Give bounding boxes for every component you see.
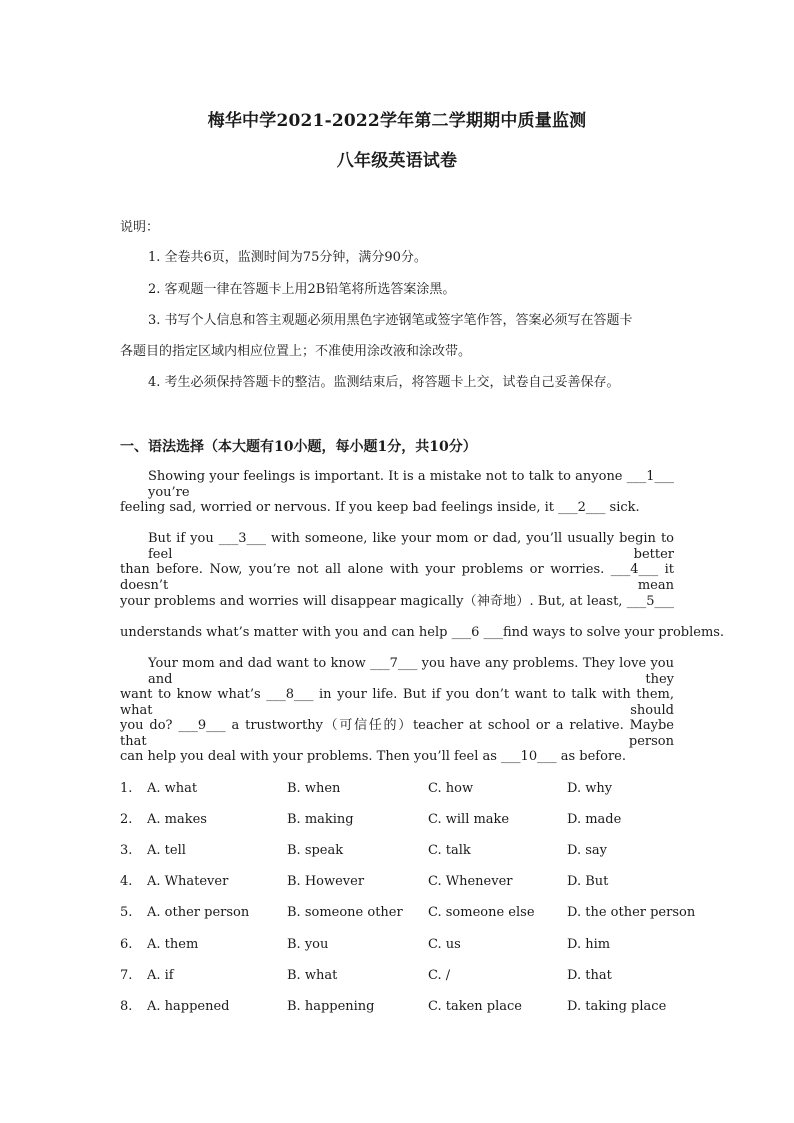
option-a: A. happened (147, 999, 230, 1014)
option-a: A. makes (147, 812, 207, 827)
option-a: A. Whatever (147, 874, 229, 889)
option-d: D. that (567, 968, 612, 983)
option-c: C. Whenever (428, 874, 513, 889)
option-a: A. what (147, 781, 198, 796)
option-d: D. him (567, 937, 611, 952)
instruction-item-2: 2. 客观题一律在答题卡上用2B铅笔将所选答案涂黑。 (148, 282, 456, 297)
question-4-options (120, 874, 680, 892)
option-b: B. However (287, 874, 365, 889)
option-d: D. made (567, 812, 622, 827)
option-d: D. taking place (567, 999, 667, 1014)
option-a: A. other person (147, 905, 250, 920)
passage-line-7: Your mom and dad want to know ___7___ you have any problems. They love you and they (148, 656, 674, 687)
question-number: 7. (120, 968, 133, 983)
question-6-options (120, 937, 680, 955)
option-b: B. you (287, 937, 329, 952)
question-number: 4. (120, 874, 133, 889)
passage-line-6: understands what’s matter with you and can help ___6 ___find ways to solve your problems. (120, 625, 725, 640)
option-c: C. talk (428, 843, 471, 858)
passage-line-2: feeling sad, worried or nervous. If you keep bad feelings inside, it ___2___ sick. (120, 500, 640, 515)
option-d: D. why (567, 781, 613, 796)
passage-line-10: can help you deal with your problems. Then you’ll feel as ___10___ as before. (120, 749, 626, 764)
option-b: B. making (287, 812, 354, 827)
question-7-options (120, 968, 680, 986)
passage-line-9: you do? ___9___ a trustworthy（可信任的）teacher at school or a relative. Maybe that person (120, 718, 674, 749)
instruction-item-1: 1. 全卷共6页，监测时间为75分钟，满分90分。 (148, 250, 427, 265)
option-c: C. us (428, 937, 461, 952)
question-number: 8. (120, 999, 133, 1014)
instruction-item-3: 3. 书写个人信息和答主观题必须用黑色字迹钢笔或签字笔作答，答案必须写在答题卡 (148, 313, 633, 328)
option-d: D. But (567, 874, 609, 889)
section-1-heading: 一、语法选择（本大题有10小题，每小题1分，共10分） (120, 439, 477, 455)
exam-subtitle: 八年级英语试卷 (336, 151, 458, 171)
option-b: B. speak (287, 843, 344, 858)
option-b: B. happening (287, 999, 375, 1014)
option-d: D. the other person (567, 905, 696, 920)
option-c: C. / (428, 968, 451, 983)
option-c: C. will make (428, 812, 510, 827)
question-number: 6. (120, 937, 133, 952)
question-number: 5. (120, 905, 133, 920)
instruction-item-3-cont: 各题目的指定区域内相应位置上；不准使用涂改液和涂改带。 (120, 344, 472, 359)
option-b: B. when (287, 781, 341, 796)
passage-line-1: Showing your feelings is important. It is a mistake not to talk to anyone ___1___ you’re (148, 469, 674, 500)
question-1-options (120, 781, 680, 799)
option-b: B. what (287, 968, 338, 983)
question-number: 3. (120, 843, 133, 858)
passage-line-3: But if you ___3___ with someone, like your mom or dad, you’ll usually begin to feel better (148, 531, 674, 562)
question-3-options (120, 843, 680, 861)
option-a: A. tell (147, 843, 186, 858)
option-c: C. taken place (428, 999, 523, 1014)
option-d: D. say (567, 843, 607, 858)
option-c: C. someone else (428, 905, 535, 920)
instruction-item-4: 4. 考生必须保持答题卡的整洁。监测结束后，将答题卡上交，试卷自己妥善保存。 (148, 375, 620, 390)
question-number: 2. (120, 812, 133, 827)
question-8-options (120, 999, 680, 1017)
question-number: 1. (120, 781, 133, 796)
instructions-label: 说明： (120, 220, 160, 235)
passage-line-4: than before. Now, you’re not all alone with your problems or worries. ___4___ it doesn’t mean (120, 562, 674, 593)
question-5-options (120, 905, 696, 923)
passage-line-5: your problems and worries will disappear magically（神奇地）. But, at least, ___5___ (120, 594, 674, 609)
option-b: B. someone other (287, 905, 403, 920)
question-2-options (120, 812, 680, 830)
option-a: A. if (147, 968, 174, 983)
option-c: C. how (428, 781, 474, 796)
option-a: A. them (147, 937, 199, 952)
passage-line-8: want to know what’s ___8___ in your life. But if you don’t want to talk with them, what should (120, 687, 674, 718)
exam-title: 梅华中学2021-2022学年第二学期期中质量监测 (207, 111, 587, 131)
